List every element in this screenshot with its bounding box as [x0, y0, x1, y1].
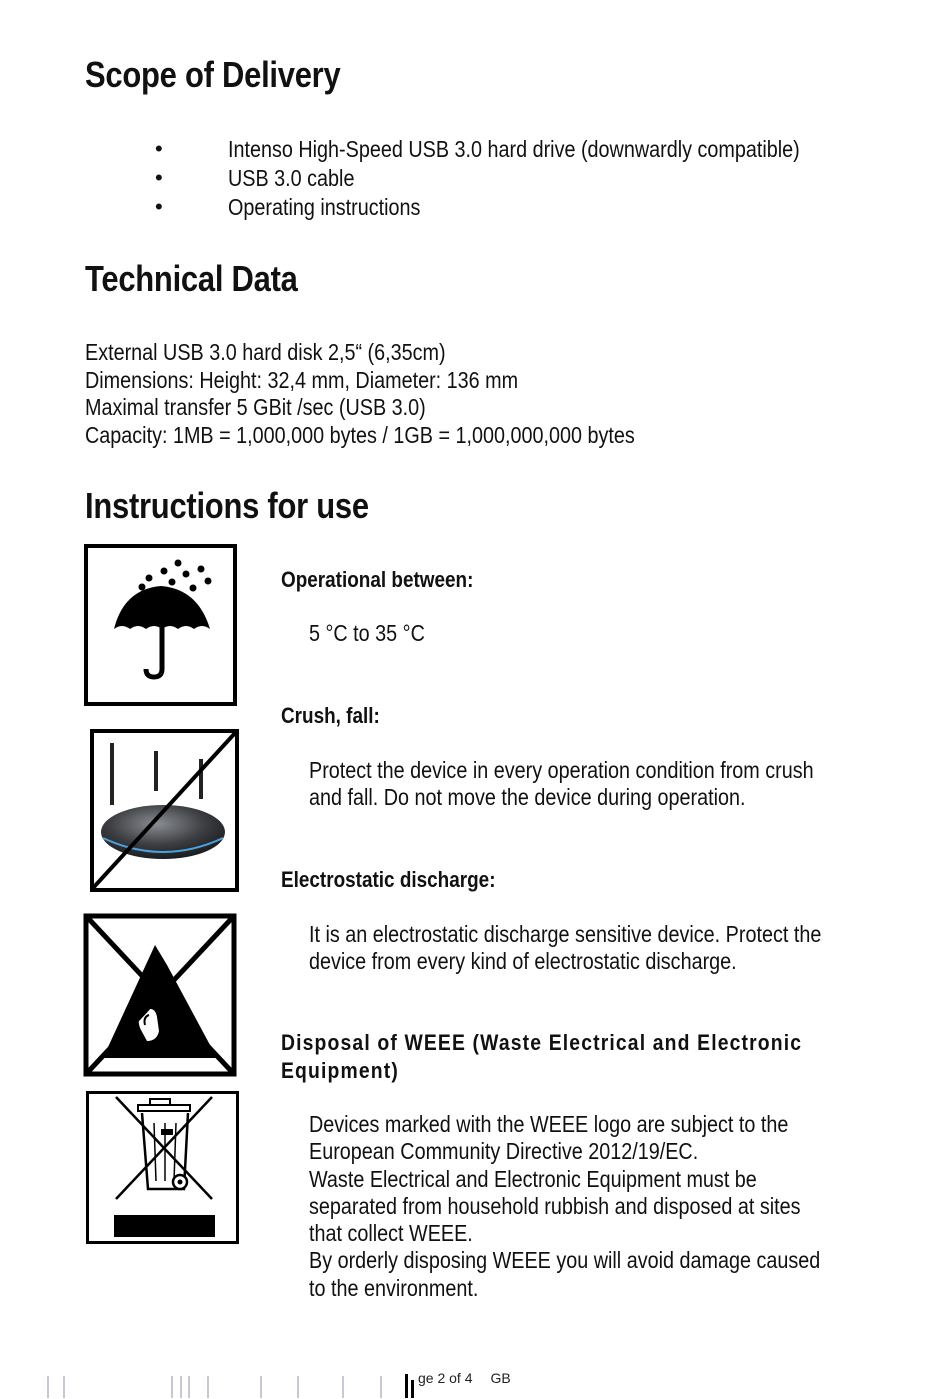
- page-footer: [418, 1370, 511, 1386]
- text-line: Waste Electrical and Electronic Equipment must be: [309, 1165, 757, 1192]
- footer-tick: [260, 1376, 262, 1398]
- footer-tick: [63, 1376, 65, 1398]
- footer-bar: [411, 1380, 414, 1398]
- text-line: It is an electrostatic discharge sensitive device. Protect the: [309, 921, 822, 947]
- no-crush-fall-icon: [90, 729, 239, 892]
- text-line: separated from household rubbish and disposed at sites: [309, 1192, 801, 1219]
- technical-data-title: Technical Data: [85, 258, 298, 299]
- text-line: that collect WEEE.: [309, 1220, 473, 1247]
- weee-crossed-bin-icon: [86, 1091, 239, 1244]
- footer-bar: [405, 1374, 408, 1398]
- bullet-icon: •: [155, 194, 163, 219]
- footer-tick: [171, 1376, 173, 1398]
- bullet-icon: •: [155, 136, 163, 161]
- list-item-text: USB 3.0 cable: [228, 165, 355, 191]
- footer-tick: [380, 1376, 382, 1398]
- footer-tick: [207, 1376, 209, 1398]
- footer-tick: [342, 1376, 344, 1398]
- instructions-title: Instructions for use: [85, 485, 369, 526]
- esd-warning-icon: [83, 913, 237, 1077]
- esd-heading: Electrostatic discharge:: [281, 867, 496, 892]
- esd-text: [309, 921, 821, 976]
- weee-heading: Disposal of WEEE (Waste Electrical and Electronic Equipment): [281, 1030, 803, 1083]
- tech-line: Capacity: 1MB = 1,000,000 bytes / 1GB = 1,000,000,000 bytes: [85, 422, 635, 448]
- weee-text: [309, 1111, 820, 1302]
- crush-fall-heading: Crush, fall:: [281, 703, 380, 728]
- crush-fall-text: [309, 757, 814, 812]
- footer-tick: [188, 1376, 190, 1398]
- tech-line: Dimensions: Height: 32,4 mm, Diameter: 136 mm: [85, 367, 519, 393]
- tech-line: External USB 3.0 hard disk 2,5“ (6,35cm): [85, 339, 446, 365]
- text-line: 5 °C to 35 °C: [309, 620, 425, 646]
- scope-of-delivery-title: Scope of Delivery: [85, 54, 341, 95]
- text-line: to the environment.: [309, 1274, 479, 1301]
- footer-tick: [297, 1376, 299, 1398]
- list-item-text: Intenso High-Speed USB 3.0 hard drive (downwardly compatible): [228, 136, 800, 162]
- text-line: Protect the device in every operation condition from crush: [309, 757, 814, 783]
- operational-text: [309, 620, 425, 647]
- tech-line: Maximal transfer 5 GBit /sec (USB 3.0): [85, 394, 426, 420]
- footer-tick: [180, 1376, 182, 1398]
- text-line: and fall. Do not move the device during operation.: [309, 784, 746, 811]
- footer-tick: [47, 1376, 49, 1398]
- list-item-text: Operating instructions: [228, 194, 421, 220]
- operational-heading: Operational between:: [281, 567, 474, 592]
- umbrella-rain-icon: [84, 544, 237, 706]
- text-line: European Community Directive 2012/19/EC.: [309, 1138, 699, 1165]
- text-line: device from every kind of electrostatic discharge.: [309, 948, 737, 975]
- text-line: Devices marked with the WEEE logo are subject to the: [309, 1111, 789, 1137]
- language-code: GB: [490, 1370, 511, 1386]
- bullet-icon: •: [155, 165, 163, 190]
- page-number: ge 2 of 4: [418, 1370, 473, 1386]
- text-line: By orderly disposing WEEE you will avoid damage caused: [309, 1247, 821, 1274]
